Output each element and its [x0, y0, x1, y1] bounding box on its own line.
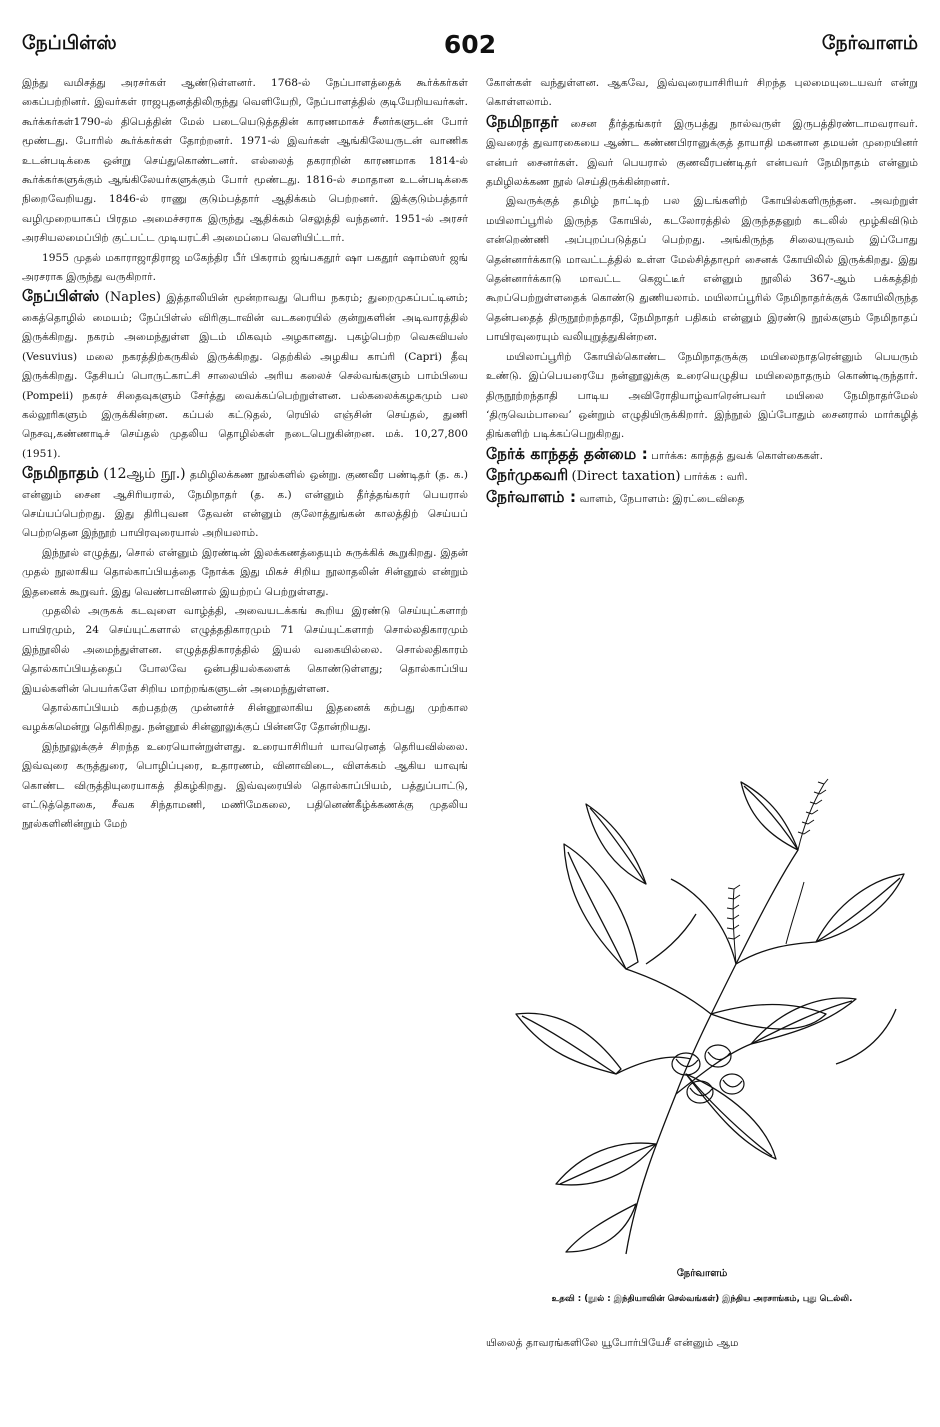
neminatham-study-paragraph: தொல்காப்பியம் கற்பதற்கு முன்னர்ச் சின்னூலாகிய இதனைக் கற்பது முற்கால வழக்கமென்று தெரிகிறது. நன்னூல் சின்னூலுக்குப் பின்னரே தோன்றியது. — [22, 702, 468, 734]
commentary-continuation-paragraph: கோள்கள் வந்துள்ளன. ஆகவே, இவ்வுரையாசிரியர் சிறந்த புலமையுடையவர் என்று கொள்ளலாம். — [486, 77, 918, 109]
nepal-history-paragraph: இந்து வமிசத்து அரசர்கள் ஆண்டுள்ளனர். 1768-ல் நேப்பாளத்தைக் கூர்க்கர்கள் கைப்பற்றினர். இவர்கள் ராஜபுதனத்திலிருந்து வெளியேறி, நேப்பாளத்தில் குடியேறியவர்கள். கூர்க்கர்கள்1790-ல் திபெத்தின் மேல் படையெடுத்ததின் காரணமாகச் சீனர்களுடன் போர் மூண்டது. போரில் கூர்க்கர்கள் தோற்றனர். 1971-ல் இவர்கள் ஆங்கிலேயருடன் வாணிக உடன்படிக்கை ஒன்று செய்துகொண்டனர். எல்லைத் தகராறின் காரணமாக 1814-ல் கூர்க்கர்களுக்கும் ஆங்கிலேயர்களுக்கும் போர் மூண்டது. 1816-ல் சமாதான உடன்படிக்கை நிறைவேறியது. 1846-ல் ராணு குடும்பத்தார் ஆதிக்கம் பெற்றனர். இக்குடும்பத்தார் வழிமுறையாகப் பிரதம அமைச்சராக இருந்து ஆதிக்கம் செலுத்தி வந்தனர். 1951-ல் அரசர் அரசியலமைப்பிற் குட்பட்ட முடியரட்சி அமைப்பை வெளியிட்டார். — [22, 77, 468, 245]
entry-heading-neminatham: நேமிநாதம் — [22, 464, 99, 483]
entry-body-nervalam: வாளம், நேபாளம்: இரட்டைவிதை — [579, 492, 745, 505]
entry-magnetism — [486, 445, 918, 466]
figure-credit: உதவி : (நூல் : இந்தியாவின் செல்வங்கள்) இந்திய அரசாங்கம், புது டெல்லி. — [551, 1294, 853, 1304]
running-head-right: நேர்வாளம் — [821, 32, 918, 54]
entry-neminatham — [22, 464, 468, 544]
figure-caption: நேர்வாளம் — [676, 1268, 728, 1279]
running-head-left: நேப்பிள்ஸ் — [22, 32, 117, 54]
neminathar-temples-paragraph: இவருக்குத் தமிழ் நாட்டிற் பல இடங்களிற் கோயில்களிருந்தன. அவற்றுள் மயிலாப்பூரில் இருந்த கோயில், கடலோரத்தில் இருந்ததனுற் கடலில் மூழ்கிவிடும் என்றெண்ணி அப்புறப்படுத்தப் பெற்றது. அங்கிருந்த சிலையுருவம் இப்போது தென்னார்க்காடு மாவட்டத்தில் உள்ள மேல்சித்தாமூர் சைனக் கோயிலில் இருக்கிறது. இது தென்னார்க்காடு மாவட்ட கெஜட்டீர் என்னும் நூலில் 367-ஆம் பக்கத்திற் கூறப்பெற்றுள்ளதைக் கொண்டு துணியலாம். மயிலாப்பூரில் நேமிநாதர்க்குக் கோயிலிருந்த தென்பதைத் திருநூற்றந்தாதி, நேமிநாதர் பதிகம் என்னும் இரண்டு நூல்களும் நேமிநாதப் பாயிரவுரையும் வலியுறுத்துகின்றன. — [486, 195, 918, 344]
page-number: 602 — [443, 30, 497, 59]
entry-body-magnetism: பார்க்க: காந்தத் துவக் கொள்கைகள். — [651, 449, 823, 462]
entry-heading-naples: நேப்பிள்ஸ் — [22, 287, 100, 306]
entry-heading-neminathar: நேமிநாதர் — [486, 112, 559, 131]
page-header — [22, 30, 918, 66]
entry-body-direct-taxation: பார்க்க : வரி. — [683, 471, 748, 484]
left-column — [22, 74, 468, 835]
neminatham-commentary-paragraph: இந்நூலுக்குச் சிறந்த உரையொன்றுள்ளது. உரையாசிரியர் யாவரெனத் தெரியவில்லை. இவ்வுரை கருத்துரை, பொழிப்புரை, உதாரணம், வினாவிடை, விளக்கம் ஆகிய யாவுங் கொண்ட விருத்தியுரையாகத் திகழ்கிறது. இவ்வுரையில் தொல்காப்பியம், பத்துப்பாட்டு, எட்டுத்தொகை, சீவக சிந்தாமணி, மணிமேகலை, பதினெண்கீழ்க்கணக்கு முதலிய நூல்களினின்றும் மேற் — [22, 740, 468, 831]
nepal-king-paragraph: 1955 முதல் மகாராஜாதிராஜ மகேந்திர பீர் பிகராம் ஜங்பகதூர் ஷா பகதூர் ஷாம்ஸர் ஜங் அரசராக இருந்து வருகிறார். — [22, 251, 468, 284]
entry-heading-magnetism: நேர்க் காந்தத் தன்மை : — [486, 444, 648, 463]
entry-neminathar — [486, 113, 918, 193]
entry-heading-nervalam: நேர்வாளம் : — [486, 487, 577, 506]
continuation-text: யிலைத் தாவரங்களிலே யூபோர்பியேசீ என்னும் ஆம — [486, 1337, 739, 1349]
entry-century-neminatham: (12ஆம் நூ.) — [103, 466, 186, 483]
entry-direct-taxation — [486, 466, 918, 487]
entry-english-direct-taxation: (Direct taxation) — [571, 469, 681, 485]
croton-plant-drawing — [486, 764, 918, 1264]
entry-body-neminathar: சைன தீர்த்தங்கரர் இருபத்து நால்வருள் இருபத்திரண்டாமவராவர். இவரைத் துவாரகையை ஆண்ட கண்ணபிரானுக்குத் தாயாதி மகனான தமயன் முறையினர் என்பர் சைனர்கள். இவர் பெயரால் குணவீரபண்டிதர் என்பவர் நேமிநாதம் என்னும் தமிழிலக்கண நூல் செய்திருக்கின்றனர். — [486, 117, 918, 189]
entry-heading-direct-taxation: நேர்முகவரி — [486, 466, 569, 485]
plant-illustration — [486, 764, 918, 1264]
right-column — [486, 74, 918, 509]
entry-nervalam — [486, 488, 918, 509]
entry-body-naples: இத்தாலியின் மூன்றாவது பெரிய நகரம்; துறைமுகப்பட்டினம்; கைத்தொழில் மையம்; நேப்பிள்ஸ் விரிகுடாவின் வடகரையில் குன்றுகளின் அடிவாரத்தில் இருக்கிறது. நகரம் அமைந்துள்ள இடம் மிகவும் அழகானது. புகழ்பெற்ற வெசுவியஸ் (Vesuvius) மலை நகரத்திற்கருகில் இருக்கிறது. தெற்கில் அழகிய காப்ரி (Capri) தீவு இருக்கிறது. தேசியப் பொருட்காட்சி சாலையில் அரிய கலைச் செல்வங்களும் பாம்பியை (Pompeii) நகரச் சிதைவுகளும் சேர்த்து வைக்கப்பெற்றுள்ளன. பல்கலைக்கழகமும் பல கல்லூரிகளும் இருக்கின்றன. கப்பல் கட்டுதல், ரெயில் எஞ்சின் செய்தல், துணி நெசவு,கண்ணாடிச் செய்தல் முதலிய தொழில்கள் நடைபெறுகின்றன. மக். 10,27,800 (1951). — [22, 292, 469, 460]
mylapore-paragraph: மயிலாப்பூரிற் கோயில்கொண்ட நேமிநாதருக்கு மயிலைநாதரென்னும் பெயரும் உண்டு. இப்பெயரையே நன்னூலுக்கு உரையெழுதிய மயிலைநாதரும் கொண்டிருந்தார். திருநூற்றந்தாதி பாடிய அவிரோதியாழ்வாரென்பவர் மயிலை நேமிநாதர்மேல் ‘திருவெம்பாவை’ ஒன்றும் எழுதியிருக்கிறார். இந்நூல் இப்போதும் சைனரால் மார்கழித் திங்களிற் படிக்கப்பெறுகிறது. — [486, 350, 918, 441]
neminatham-content-paragraph: இந்நூல் எழுத்து, சொல் என்னும் இரண்டின் இலக்கணத்தையும் சுருக்கிக் கூறுகிறது. இதன் முதல் நூலாகிய தொல்காப்பியத்தை நோக்க இது மிகச் சிறிய நூலாதலின் சின்னூல் என்றும் இதனைக் கூறுவர். இது வெண்பாவினால் இயற்றப் பெற்றுள்ளது. — [22, 546, 468, 598]
entry-body-neminatham: தமிழிலக்கண நூல்களில் ஒன்று. குணவீர பண்டிதர் (த. க.) என்னும் சைன ஆசிரியரால், நேமிநாதர் (த. க.) என்னும் தீர்த்தங்கரர் பெயரால் செய்யப்பெற்றது. இது திரிபுவன தேவன் என்னும் குலோத்துங்கன் காலத்திற் செய்யப் பெற்றதென இந்நூற் பாயிரவுரையால் அறியலாம். — [22, 469, 468, 540]
neminatham-structure-paragraph: முதலில் அருகக் கடவுளை வாழ்த்தி, அவையடக்கங் கூறிய இரண்டு செய்யுட்களாற் பாயிரமும், 24 செய்யுட்களால் எழுத்ததிகாரமும் 71 செய்யுட்களாற் சொல்லதிகாரமும் இந்நூலில் அமைந்துள்ளன. எழுத்ததிகாரத்தில் இயல் வகையில்லை. சொல்லதிகாரம் தொல்காப்பியத்தைப் போலவே ஒன்பதியல்களைக் கொண்டுள்ளது; தொல்காப்பிய இயல்களின் பெயர்களே சிறிய மாற்றங்களுடன் அமைந்துள்ளன. — [22, 604, 468, 695]
entry-english-naples: (Naples) — [104, 290, 161, 306]
entry-naples — [22, 287, 468, 464]
